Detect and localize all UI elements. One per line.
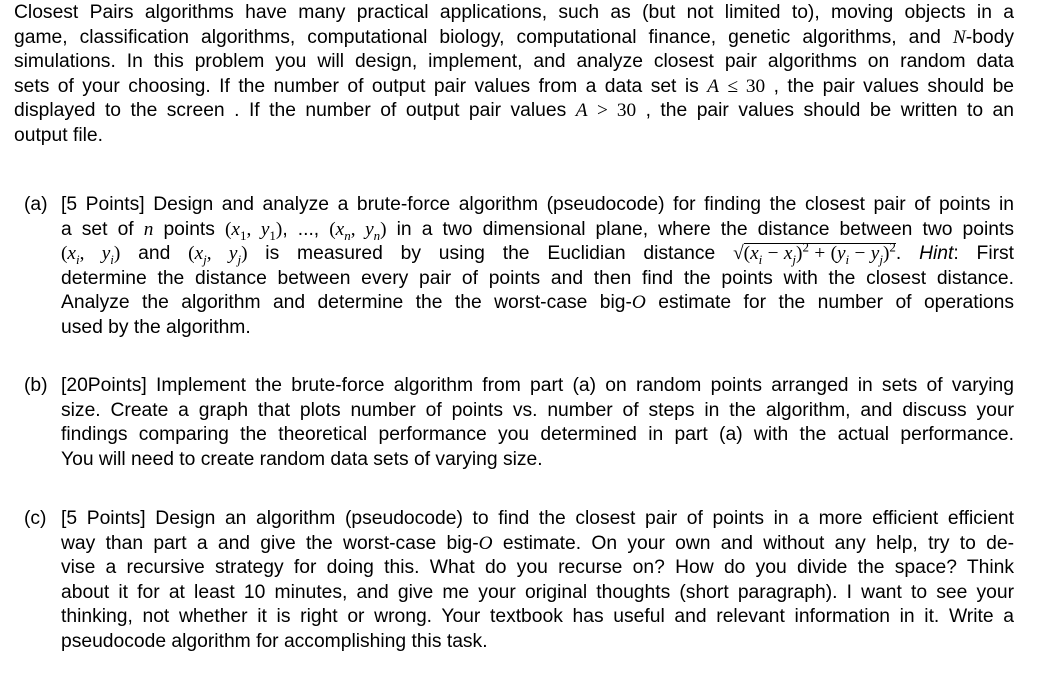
part-b-line: [20Points] Implement the brute-force algorithm from part (a) on random points arranged in sets of varying bbox=[61, 375, 1014, 396]
part-b-line: findings comparing the theoretical performance you determined in part (a) with the actual performance. bbox=[61, 424, 1014, 446]
part-a-line: ($x_i$, $y_i$) and ($x_j$, $y_j$) is measured by using the Euclidian distance $√(x_i - x_j)^2 + (y_i - y_j)^2$. Hint: First bbox=[61, 239, 1015, 268]
part-c-line: [5 Points] Design an algorithm (pseudocode) to find the closest pair of points in a more efficient efficient bbox=[61, 508, 1014, 529]
part-c-line: about it for at least 10 minutes, and give me your original thoughts (short paragraph). I want to see your bbox=[61, 581, 1014, 603]
intro-line: game, classification algorithms, computational biology, computational finance, genetic algorithms, and N-body bbox=[14, 26, 1014, 48]
intro-line: output file. bbox=[14, 124, 103, 146]
intro-paragraph bbox=[14, 1, 1014, 149]
intro-line: displayed to the screen . If the number of output pair values A > 30 , the pair values should be written to an bbox=[14, 100, 1015, 122]
part-a-line: used by the algorithm. bbox=[61, 316, 251, 338]
part-a-line: [5 Points] Design and analyze a brute-force algorithm (pseudocode) for finding the closest pair of points in bbox=[61, 194, 1014, 215]
intro-line: Closest Pairs algorithms have many practical applications, such as (but not limited to), moving objects in a bbox=[14, 2, 1014, 23]
part-c-text bbox=[61, 507, 1014, 655]
part-a-label: (a) bbox=[24, 194, 48, 215]
intro-line: sets of your choosing. If the number of output pair values from a data set is A ≤ 30 , the pair values should be bbox=[14, 75, 1015, 97]
part-b-line: You will need to create random data sets of varying size. bbox=[61, 448, 543, 470]
part-b-text bbox=[61, 374, 1014, 472]
part-c-line: way than part a and give the worst-case big-O estimate. On your own and without any help, try to de- bbox=[61, 532, 1014, 554]
part-b-label: (b) bbox=[24, 375, 48, 396]
part-a-line: Analyze the algorithm and determine the the worst-case big-O estimate for the number of operations bbox=[61, 292, 1014, 314]
part-c-line: thinking, not whether it is right or wrong. Your textbook has useful and relevant information in it. Write a bbox=[61, 606, 1014, 628]
intro-line: simulations. In this problem you will design, implement, and analyze closest pair algorithms on random data bbox=[14, 51, 1014, 73]
part-a-line: determine the distance between every pair of points and then find the points with the closest distance. bbox=[61, 267, 1014, 289]
part-c-label: (c) bbox=[24, 508, 47, 529]
part-c-line: vise a recursive strategy for doing this. What do you recurse on? How do you divide the space? Think bbox=[61, 557, 1014, 579]
part-a-line: a set of n points ($x_1$, $y_1$), ..., ($x_n$, $y_n$) in a two dimensional plane, where the distance between two points bbox=[61, 218, 1015, 243]
part-c-line: pseudocode algorithm for accomplishing this task. bbox=[61, 630, 488, 652]
part-a-text bbox=[61, 193, 1014, 341]
part-b-line: size. Create a graph that plots number of points vs. number of steps in the algorithm, and discuss your bbox=[61, 399, 1014, 421]
